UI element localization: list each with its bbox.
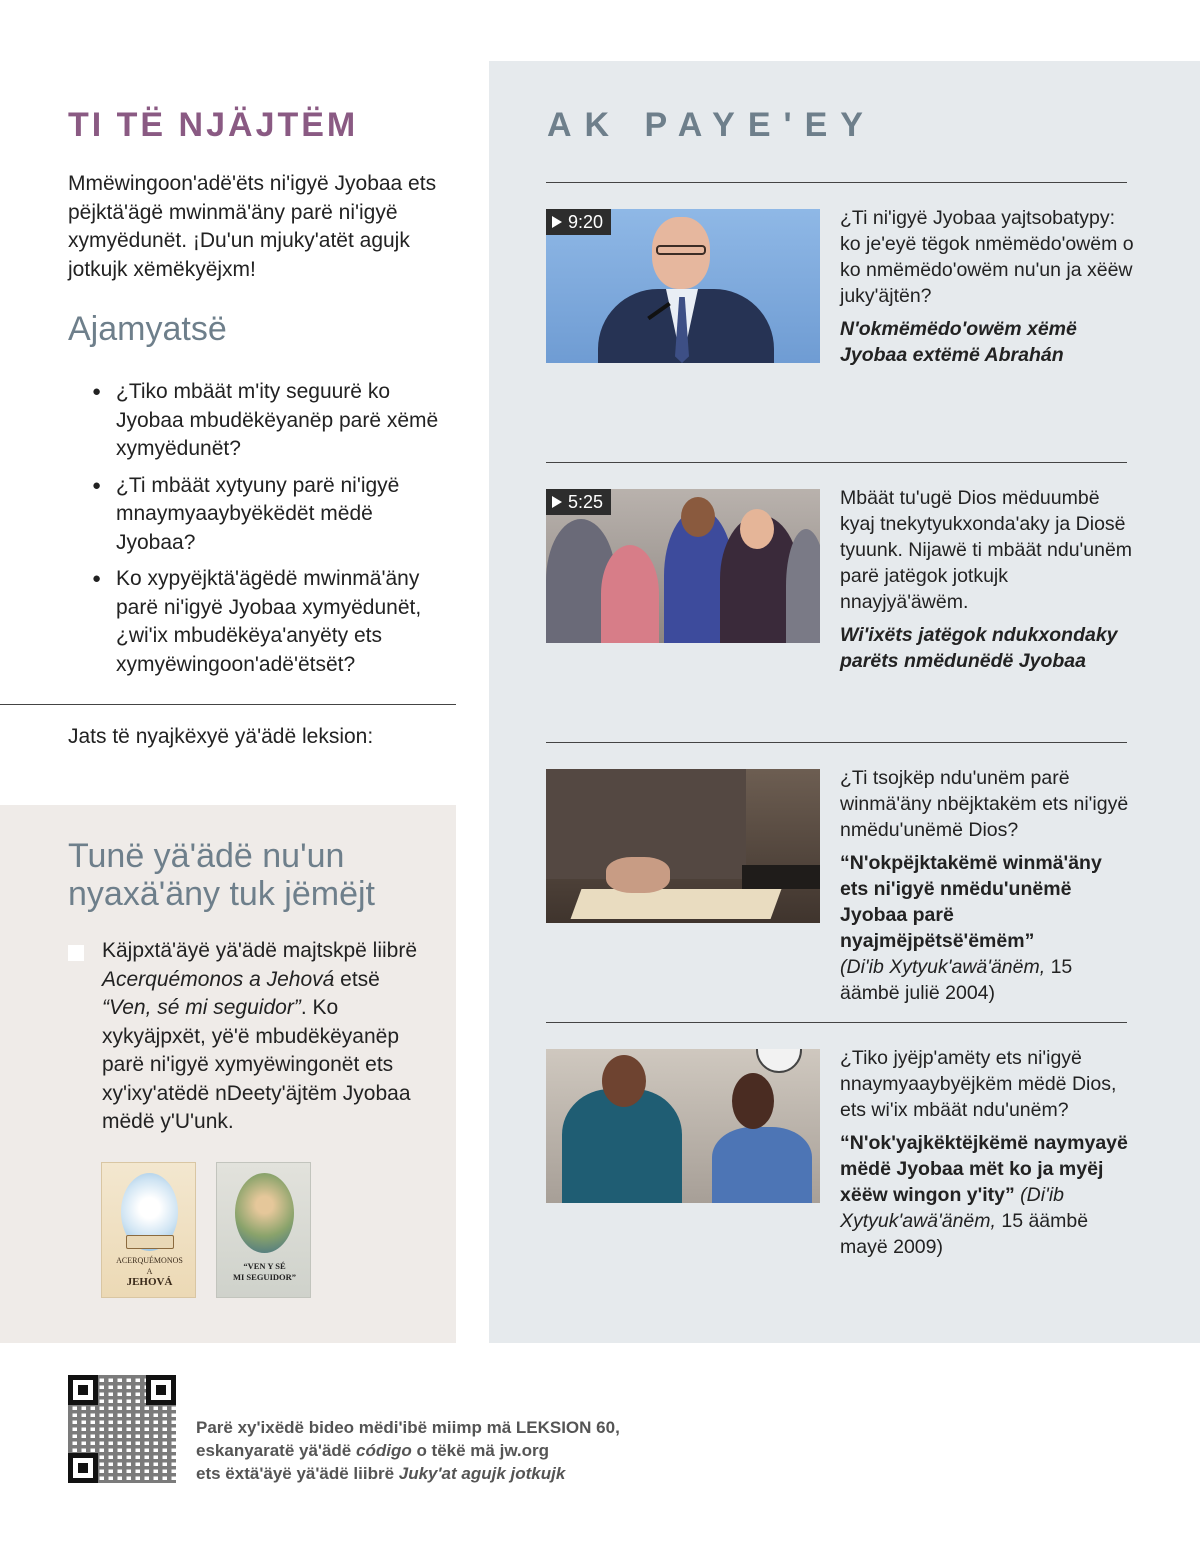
try-this-box — [0, 805, 456, 1343]
play-icon — [552, 216, 562, 228]
article-thumbnail[interactable] — [546, 769, 820, 923]
play-icon — [552, 496, 562, 508]
divider — [0, 704, 456, 705]
media-question: ¿Ti tsojkëp ndu'unëm parë winmä'äny nbëjktakëm ets ni'igyë nmëdu'unëmë Dios? — [840, 767, 1129, 841]
review-item: ● ¿Ti mbäät xytyuny parë ni'igyë mnaymyaaybyëkëdët mëdë Jyobaa? — [92, 472, 452, 558]
video-thumbnail[interactable] — [546, 209, 820, 363]
review-heading: Ajamyatsë — [68, 310, 227, 348]
open-bible-icon — [126, 1235, 174, 1249]
section-title-right: AK PAYE'EY — [547, 106, 876, 144]
media-description — [840, 485, 1135, 674]
divider — [546, 182, 1127, 183]
video-duration-badge: 5:25 — [546, 489, 611, 515]
try-text: Käjpxtä'äyë yä'ädë majtskpë liibrë Acerquémonos a Jehová etsë “Ven, sé mi seguidor”. Ko xykyäjpxët, yë'ë mbudëkëyanëp parë ni'igyë xymyëwingonët ets xy'ixy'atëdë nDeety'äjtëm Jyobaa mëdë y'U'unk. — [102, 939, 418, 1133]
book-title: “VEN Y SÉ MI SEGUIDOR” — [232, 1261, 297, 1282]
intro-paragraph: Mmëwingoon'adë'ëts ni'igyë Jyobaa ets pëjktä'ägë mwinmä'äny parë ni'igyë xymyëdunët. ¡Du'un mjuky'atët agujk jotkujk xëmëkyëjxm! — [68, 172, 437, 281]
media-question: ¿Ti ni'igyë Jyobaa yajtsobatypy: ko je'eyë tëgok nmëmëdo'owëm o ko nmëmëdo'owëm nu'un ja xëëw juky'äjtën? — [840, 207, 1134, 307]
divider — [546, 1022, 1127, 1023]
media-question: Mbäät tu'ugë Dios mëduumbë kyaj tnekytyukxonda'aky ja Diosë tyuunk. Nijawë ti mbäät ndu'unëm parë jatëgok jotkujk nnayjyä'äwëm. — [840, 487, 1133, 613]
book-title: ACERQUÉMONOS A JEHOVÁ — [116, 1256, 183, 1288]
checkbox[interactable] — [68, 945, 84, 961]
review-item: ● Ko xypyëjktä'ägëdë mwinmä'äny parë ni'igyë Jyobaa xymyëdunët, ¿wi'ix mbudëkëya'anyëty ets xymyëwingoon'adë'ëtsët? — [92, 565, 452, 679]
article-link[interactable]: “N'ok'yajkëktëjkëmë naymyayë mëdë Jyobaa mët ko ja myëj xëëw wingon y'ity” (Di'ib Xytyuk'awä'änëm, 15 äämbë mayë 2009) — [840, 1132, 1128, 1258]
divider — [546, 742, 1127, 743]
video-duration-badge: 9:20 — [546, 209, 611, 235]
qr-code-icon[interactable] — [68, 1375, 176, 1483]
review-list — [92, 378, 452, 687]
footer-instructions: Parë xy'ixëdë bideo mëdi'ibë miimp mä LEKSION 60, eskanyaratë yä'ädë código o tëkë mä jw.org ets ëxtä'äyë yä'ädë liibrë Juky'at agujk jotkujk — [196, 1418, 620, 1483]
jesus-illustration-icon — [235, 1173, 294, 1253]
media-description — [840, 1045, 1135, 1260]
divider — [546, 462, 1127, 463]
book-cover-ven-y-se-mi-seguidor[interactable] — [216, 1162, 311, 1298]
section-title-left: TI TË NJÄJTËM — [68, 106, 359, 144]
media-description — [840, 765, 1135, 1006]
media-description — [840, 205, 1135, 368]
try-heading: Tunë yä'ädë nu'un nyaxä'äny tuk jëmëjt — [68, 837, 375, 913]
media-link-title[interactable]: Wi'ixëts jatëgok ndukxondaky parëts nmëdunëdë Jyobaa — [840, 624, 1118, 672]
article-link[interactable]: “N'okpëjktakëmë winmä'äny ets ni'igyë nmëdu'unëmë Jyobaa parë nyajmëjpëtsë'ëmëm” (Di'ib Xytyuk'awä'änëm, 15 äämbë juliё 2004) — [840, 852, 1102, 1004]
notes-label: Jats të nyajkëxyë yä'ädë leksion: — [68, 725, 374, 748]
review-item: ● ¿Tiko mbäät m'ity seguurë ko Jyobaa mbudëkëyanëp parë xëmë xymyëdunët? — [92, 378, 452, 464]
media-link-title[interactable]: N'okmëmëdo'owëm xëmë Jyobaa extëmë Abrahán — [840, 318, 1077, 366]
clock-icon — [756, 1049, 802, 1073]
media-question: ¿Tiko jyëjp'amëty ets ni'igyë nnaymyaaybyëjkëm mëdë Dios, ets wi'ix mbäät ndu'unëm? — [840, 1047, 1117, 1121]
book-cover-acerquemonos[interactable] — [101, 1162, 196, 1298]
video-thumbnail[interactable] — [546, 489, 820, 643]
article-thumbnail[interactable] — [546, 1049, 820, 1203]
